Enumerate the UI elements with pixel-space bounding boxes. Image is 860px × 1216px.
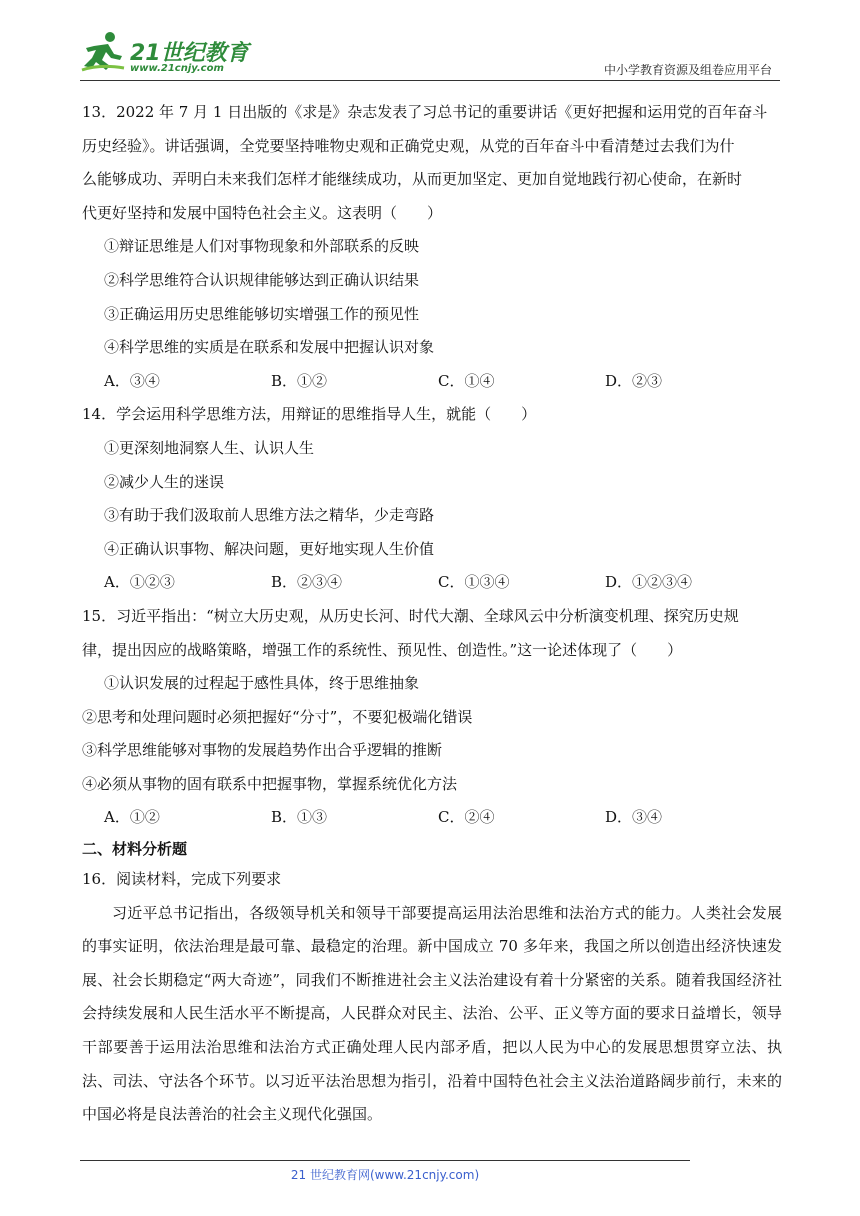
question-stem-line: 14．学会运用科学思维方法，用辩证的思维指导人生，就能（ ） (82, 405, 537, 424)
logo-text: 21世纪教育 (130, 41, 249, 66)
platform-name: 中小学教育资源及组卷应用平台 (603, 63, 772, 77)
statement-item: ④正确认识事物、解决问题，更好地实现人生价值 (104, 539, 435, 558)
question-stem-line: 13．2022 年 7 月 1 日出版的《求是》杂志发表了习总书记的重要讲话《更好把握和运用党的百年奋斗 (82, 103, 768, 121)
option-a[interactable]: A．①②③ (104, 573, 175, 592)
question-14 (82, 398, 782, 600)
runner-logo-icon (80, 30, 126, 74)
statement-item: ①认识发展的过程起于感性具体，终于思维抽象 (104, 674, 420, 693)
option-d[interactable]: D．②③ (605, 371, 663, 390)
option-c[interactable]: C．①④ (438, 371, 495, 390)
answer-options (82, 801, 782, 835)
option-d[interactable]: D．①②③④ (605, 573, 693, 592)
option-a[interactable]: A．①② (104, 808, 160, 827)
statement-item: ④科学思维的实质是在联系和发展中把握认识对象 (104, 338, 435, 357)
statement-item: ①辩证思维是人们对事物现象和外部联系的反映 (104, 237, 420, 256)
option-c[interactable]: C．①③④ (438, 573, 510, 592)
answer-options (82, 566, 782, 600)
header-divider (80, 80, 780, 81)
question-stem-line: 历史经验》。讲话强调，全党要坚持唯物史观和正确党史观，从党的百年奋斗中看清楚过去我们为什 (82, 136, 735, 155)
statement-item: ③有助于我们汲取前人思维方法之精华，少走弯路 (104, 506, 435, 525)
statement-item: ②科学思维符合认识规律能够达到正确认识结果 (104, 270, 420, 289)
statement-item: ②减少人生的迷误 (104, 472, 225, 491)
footer-site[interactable]: 21 世纪教育网(www.21cnjy.com) (290, 1168, 480, 1182)
document-body (82, 96, 782, 1132)
option-b[interactable]: B．②③④ (271, 573, 343, 592)
option-b[interactable]: B．①③ (271, 808, 328, 827)
statement-item: ③正确运用历史思维能够切实增强工作的预见性 (104, 304, 420, 323)
question-title: 16．阅读材料，完成下列要求 (82, 870, 282, 889)
question-16 (82, 863, 782, 1132)
question-stem-line: 么能够成功、弄明白未来我们怎样才能继续成功，从而更加坚定、更加自觉地践行初心使命，在新时 (82, 170, 743, 189)
site-logo (80, 30, 280, 78)
option-b[interactable]: B．①② (271, 371, 328, 390)
footer-divider (80, 1160, 690, 1161)
statement-item: ③科学思维能够对事物的发展趋势作出合乎逻辑的推断 (82, 741, 443, 760)
statement-item: ②思考和处理问题时必须把握好“分寸”，不要犯极端化错误 (82, 707, 473, 726)
option-a[interactable]: A．③④ (104, 371, 160, 390)
statement-item: ④必须从事物的固有联系中把握事物，掌握系统优化方法 (82, 774, 458, 793)
logo-url: www.21cnjy.com (130, 63, 224, 74)
answer-options (82, 365, 782, 399)
question-stem-line: 代更好坚持和发展中国特色社会主义。这表明（ ） (82, 203, 443, 222)
question-15 (82, 600, 782, 835)
question-13 (82, 96, 782, 398)
page-header (0, 0, 860, 84)
question-stem-line: 律，提出因应的战略策略，增强工作的系统性、预见性、创造性。”这一论述体现了（ ） (82, 640, 683, 659)
option-c[interactable]: C．②④ (438, 808, 495, 827)
statement-item: ①更深刻地洞察人生、认识人生 (104, 438, 315, 457)
question-stem-line: 15．习近平指出：“树立大历史观，从历史长河、时代大潮、全球风云中分析演变机理、探究历史规 (82, 606, 739, 625)
material-paragraph: 习近平总书记指出，各级领导机关和领导干部要提高运用法治思维和法治方式的能力。人类社会发展的事实证明，依法治理是最可靠、最稳定的治理。新中国成立 70 多年来，我国之所以创造出经济快速发展、社会长期稳定“两大奇迹”，同我们不断推进社会主义法治建设有着十分紧密的关系。随着我国经济社会持续发展和人民生活水平不断提高，人民群众对民主、法治、公平、正义等方面的要求日益增长，领导干部要善于运用法治思维和法治方式正确处理人民内部矛盾，把以人民为中心的发展思想贯穿立法、执法、司法、守法各个环节。以习近平法治思想为指引，沿着中国特色社会主义法治道路阔步前行，未来的中国必将是良法善治的社会主义现代化强国。 (82, 903, 782, 1124)
section-heading: 二、材料分析题 (82, 840, 188, 859)
option-d[interactable]: D．③④ (605, 808, 663, 827)
